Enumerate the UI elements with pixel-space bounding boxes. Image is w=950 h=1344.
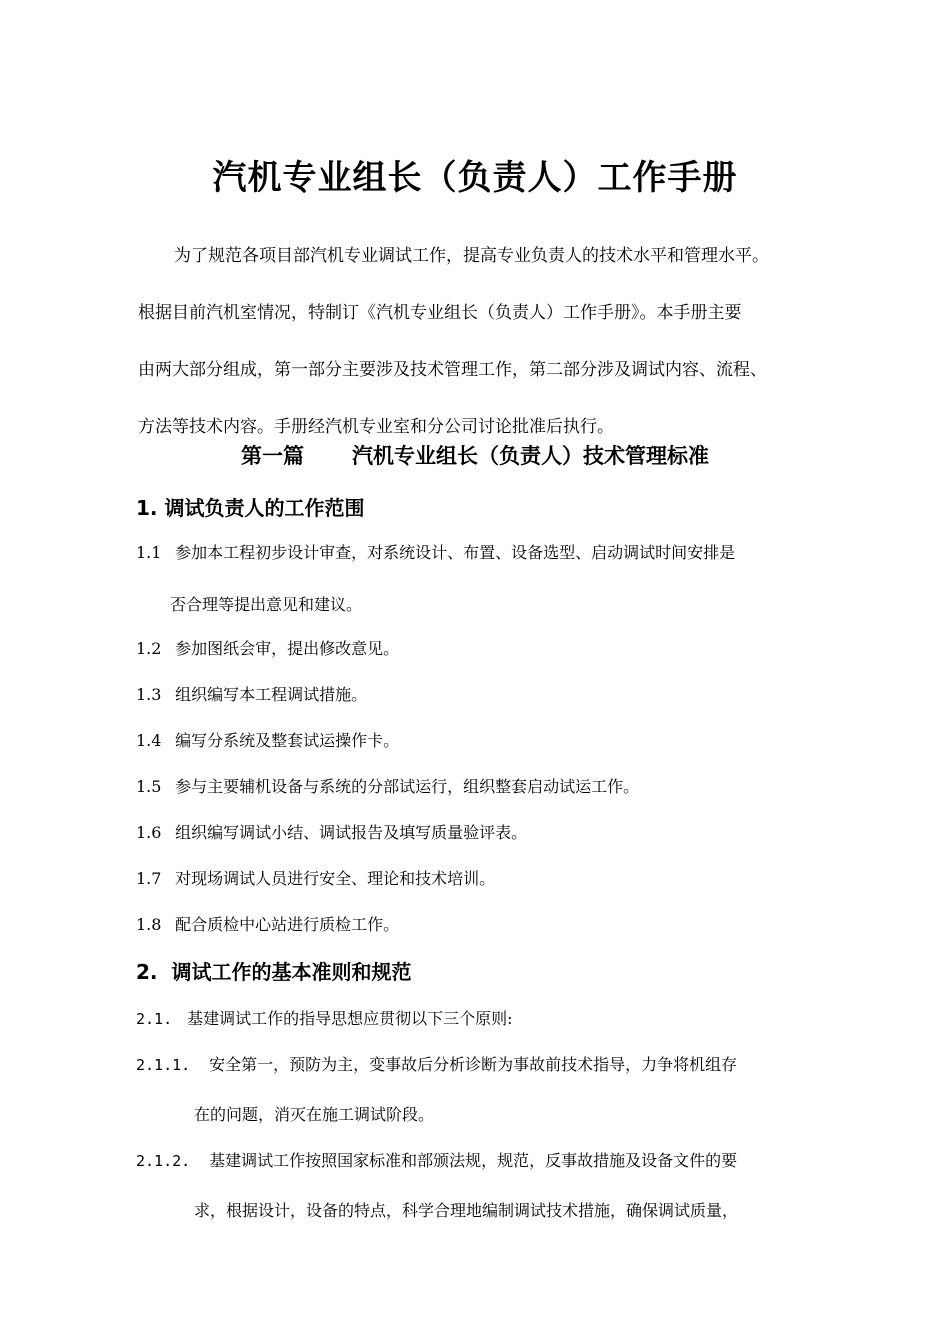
list-item-1-2 (136, 636, 399, 659)
item-number: 1.1 (136, 543, 162, 562)
item-text: 参与主要辅机设备与系统的分部试运行，组织整套启动试运工作。 (175, 777, 640, 796)
list-item-1-6 (136, 820, 527, 843)
list-item-2-1-1 (136, 1052, 737, 1075)
item-number: 1.7 (136, 869, 162, 888)
item-text: 对现场调试人员进行安全、理论和技术培训。 (175, 869, 496, 888)
list-item-1-4 (136, 728, 399, 751)
sub-item-2-1 (136, 1006, 513, 1029)
list-item-1-3 (136, 682, 367, 705)
intro-line: 方法等技术内容。手册经汽机专业室和分公司讨论批准后执行。 (138, 417, 614, 437)
list-item-1-7 (136, 866, 495, 889)
intro-line: 根据目前汽机室情况，特制订《汽机专业组长（负责人）工作手册》。本手册主要 (138, 303, 742, 323)
item-text: 组织编写本工程调试措施。 (175, 685, 368, 704)
item-text: 编写分系统及整套试运操作卡。 (175, 731, 400, 750)
item-text: 参加图纸会审，提出修改意见。 (175, 639, 400, 658)
document-title: 汽机专业组长（负责人）工作手册 (212, 158, 738, 198)
list-item-2-1-2 (136, 1148, 737, 1171)
intro-line: 由两大部分组成，第一部分主要涉及技术管理工作，第二部分涉及调试内容、流程、 (138, 360, 767, 380)
section-1-title: 1. 调试负责人的工作范围 (136, 496, 365, 520)
item-text: 配合质检中心站进行质检工作。 (175, 915, 400, 934)
item-continuation: 求，根据设计，设备的特点，科学合理地编制调试技术措施，确保调试质量， (194, 1201, 739, 1220)
item-number: 1.2 (136, 639, 162, 658)
item-number: 2.1.2. (136, 1152, 191, 1170)
item-text: 基建调试工作按照国家标准和部颁法规，规范，反事故措施及设备文件的要 (209, 1151, 738, 1170)
item-continuation: 否合理等提出意见和建议。 (170, 595, 363, 614)
item-number: 1.8 (136, 915, 162, 934)
item-text: 参加本工程初步设计审查，对系统设计、布置、设备选型、启动调试时间安排是 (175, 543, 736, 562)
intro-line: 为了规范各项目部汽机专业调试工作，提高专业负责人的技术水平和管理水平。 (174, 246, 769, 266)
item-number: 1.3 (136, 685, 162, 704)
list-item-1-5 (136, 774, 639, 797)
part-title-text: 汽机专业组长（负责人）技术管理标准 (352, 444, 709, 468)
item-number: 2.1. (136, 1010, 173, 1028)
section-2-title: 2. 调试工作的基本准则和规范 (136, 960, 412, 984)
part-label: 第一篇 (241, 444, 304, 468)
intro-paragraph (138, 228, 850, 456)
item-number: 1.6 (136, 823, 162, 842)
item-number: 2.1.1. (136, 1056, 191, 1074)
item-text: 组织编写调试小结、调试报告及填写质量验评表。 (175, 823, 528, 842)
item-number: 1.4 (136, 731, 162, 750)
item-number: 1.5 (136, 777, 162, 796)
item-text: 安全第一，预防为主，变事故后分析诊断为事故前技术指导，力争将机组存 (209, 1055, 738, 1074)
item-continuation: 在的问题，消灭在施工调试阶段。 (194, 1105, 435, 1124)
list-item-1-8 (136, 912, 399, 935)
list-item-1-1 (136, 540, 735, 563)
part-heading (0, 440, 950, 470)
item-text: 基建调试工作的指导思想应贯彻以下三个原则: (187, 1009, 513, 1028)
